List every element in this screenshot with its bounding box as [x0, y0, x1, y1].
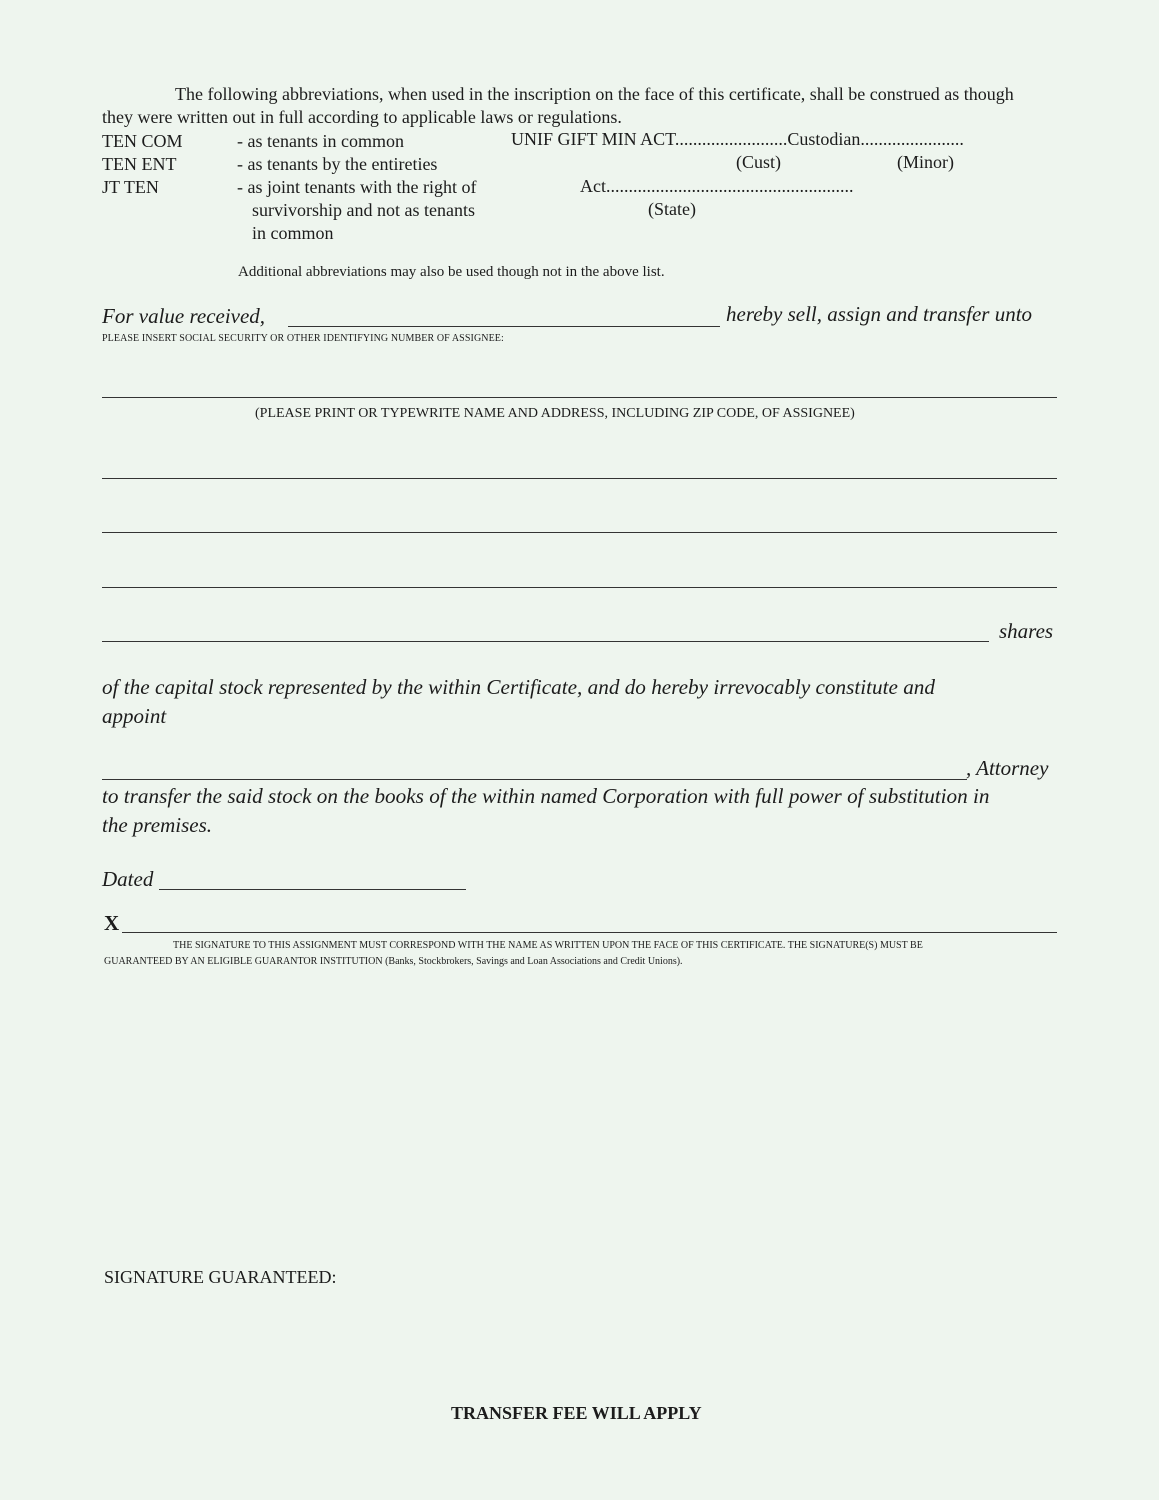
abbr-code-jt-ten: JT TEN — [102, 177, 159, 197]
transfer-line-1: to transfer the said stock on the books of the within named Corporation with full power of substitution in — [102, 784, 990, 808]
unif-cust-label: (Cust) — [736, 152, 781, 172]
print-name-instruction: (PLEASE PRINT OR TYPEWRITE NAME AND ADDRESS, INCLUDING ZIP CODE, OF ASSIGNEE) — [255, 406, 855, 421]
unif-state-label: (State) — [648, 199, 696, 219]
transfer-line-2: the premises. — [102, 813, 213, 837]
assignee-line-2[interactable] — [102, 478, 1057, 479]
assignee-line-3[interactable] — [102, 532, 1057, 533]
abbr-meaning-ten-com: - as tenants in common — [237, 131, 404, 151]
unif-act-line: Act....................................................... — [580, 176, 854, 196]
signature-x-mark: X — [104, 911, 120, 935]
abbr-meaning-jt-ten-cont2: in common — [252, 223, 334, 243]
abbr-code-ten-com: TEN COM — [102, 131, 183, 151]
shares-label: shares — [999, 619, 1054, 643]
unif-minor-label: (Minor) — [897, 152, 954, 172]
attorney-input-line[interactable] — [102, 779, 967, 780]
signature-notice-line-1: THE SIGNATURE TO THIS ASSIGNMENT MUST CORRESPOND WITH THE NAME AS WRITTEN UPON THE FACE OF THIS CERTIFICATE. THE SIGNATURE(S) MUST BE — [173, 940, 923, 951]
signature-input-line[interactable] — [122, 932, 1057, 933]
ssn-instruction: PLEASE INSERT SOCIAL SECURITY OR OTHER IDENTIFYING NUMBER OF ASSIGNEE: — [102, 333, 504, 344]
abbr-meaning-jt-ten: - as joint tenants with the right of — [237, 177, 477, 197]
intro-line-2: they were written out in full according to applicable laws or regulations. — [102, 107, 622, 127]
shares-input-line[interactable] — [102, 641, 989, 642]
abbr-meaning-ten-ent: - as tenants by the entireties — [237, 154, 438, 174]
signature-notice-line-2: GUARANTEED BY AN ELIGIBLE GUARANTOR INSTITUTION (Banks, Stockbrokers, Savings and Loan Associations and Credit Unions). — [104, 956, 683, 967]
transfer-fee-notice: TRANSFER FEE WILL APPLY — [451, 1403, 702, 1423]
assignee-line-1[interactable] — [102, 397, 1057, 398]
abbr-meaning-jt-ten-cont1: survivorship and not as tenants — [252, 200, 475, 220]
for-value-received-label: For value received, — [102, 304, 266, 328]
dated-label: Dated — [102, 867, 154, 891]
additional-abbreviations-note: Additional abbreviations may also be used though not in the above list. — [238, 264, 665, 280]
capital-stock-line-2: appoint — [102, 704, 167, 728]
date-input-line[interactable] — [159, 889, 466, 890]
unif-gift-line: UNIF GIFT MIN ACT.........................Custodian....................... — [511, 129, 964, 149]
intro-line-1: The following abbreviations, when used in the inscription on the face of this certificate, shall be construed as though — [175, 84, 1014, 104]
attorney-label: , Attorney — [966, 756, 1049, 780]
capital-stock-line-1: of the capital stock represented by the within Certificate, and do hereby irrevocably constitute and — [102, 675, 935, 699]
assignee-line-4[interactable] — [102, 587, 1057, 588]
hereby-sell-label: hereby sell, assign and transfer unto — [726, 302, 1033, 326]
abbr-code-ten-ent: TEN ENT — [102, 154, 177, 174]
signature-guaranteed-label: SIGNATURE GUARANTEED: — [104, 1267, 337, 1287]
ssn-input-line[interactable] — [288, 326, 720, 327]
